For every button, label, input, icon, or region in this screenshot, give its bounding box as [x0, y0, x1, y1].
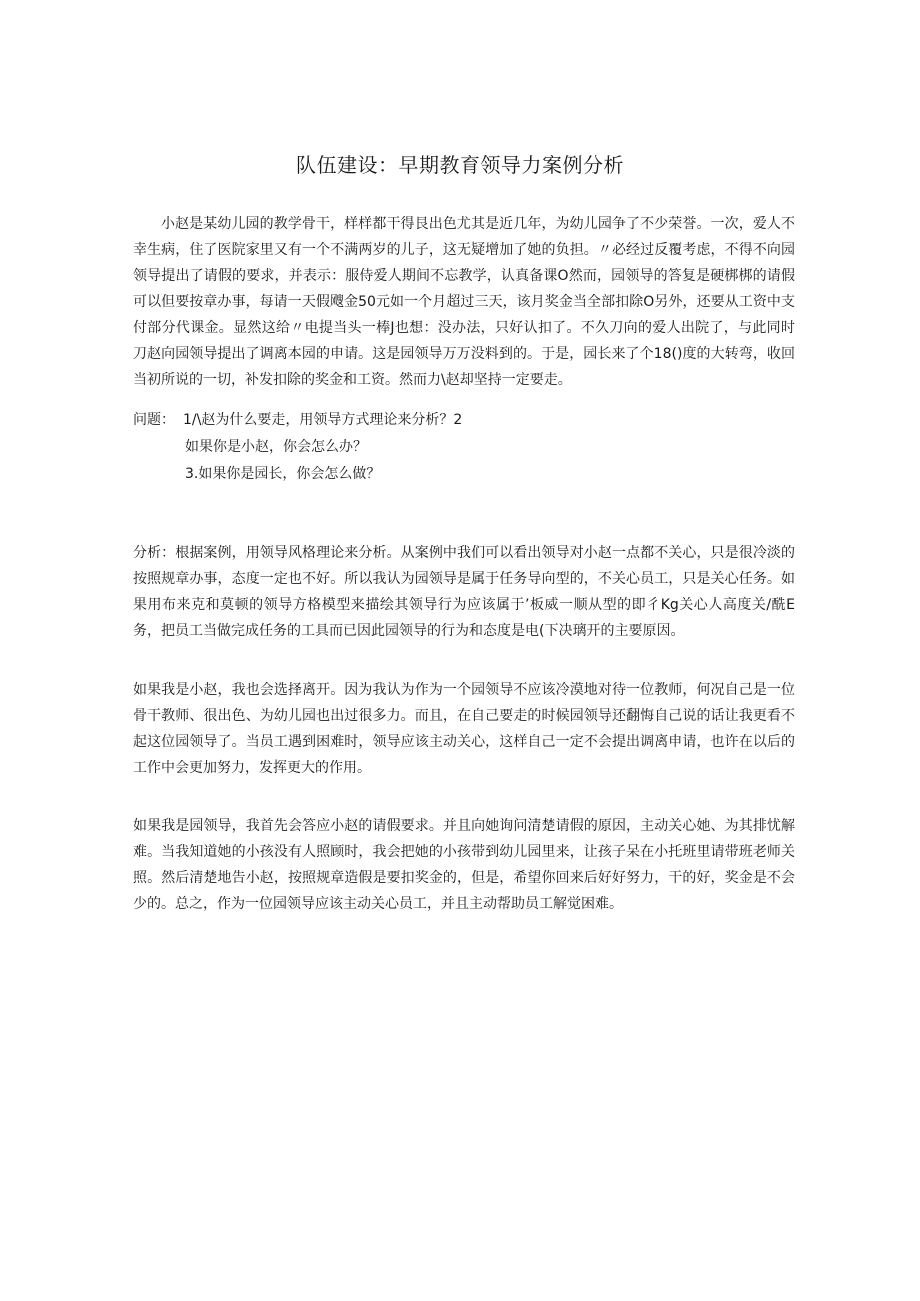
analysis-paragraph: 分析：根据案例，用领导风格理论来分析。从案例中我们可以看出领导对小赵一点都不关心，只是很冷淡的按照规章办事，态度一定也不好。所以我认为园领导是属于任务导向型的，不关心员工，只是关心任务。如果用布来克和莫顿的领导方格模型来描绘其领导行为应该属于’板威一顺从型的即彳Kg关心人高度关/酰E务，把员工当做完成任务的工具而已因此园领导的行为和态度是电(下决璃开的主要原因。 [133, 545, 795, 639]
question-1: 1/\赵为什么要走，用领导方式理论来分析？2 [183, 412, 463, 428]
answer-as-xiaozhao: 如果我是小赵，我也会选择离开。因为我认为作为一个园领导不应该冷漠地对待一位教师，何况自己是一位骨干教师、很出色、为幼儿园也出过很多力。而且，在自己要走的时候园领导还翻悔自己说的话让我更看不起这位园领导了。当员工遇到困难时，领导应该主动关心，这样自己一定不会提出调离申请，也许在以后的工作中会更加努力，发挥更大的作用。 [133, 682, 795, 776]
answer-as-leader: 如果我是园领导，我首先会答应小赵的请假要求。并且向她询问清楚请假的原因，主动关心她、为其排忧解难。当我知道她的小孩没有人照顾时，我会把她的小孩带到幼儿园里来，让孩子呆在小托班里请带班老师关照。然后清楚地告小赵，按照规章造假是要扣奖金的，但是，希望你回来后好好努力，干的好，奖金是不会少的。总之，作为一位园领导应该主动关心员工，并且主动帮助员工解觉困难。 [133, 818, 795, 912]
question-list [133, 407, 795, 488]
question-2: 如果你是小赵，你会怎么办？ [185, 439, 367, 455]
document-title: 队伍建设：早期教育领导力案例分析 [296, 153, 624, 177]
question-row-1 [133, 407, 795, 434]
question-row-2 [133, 434, 795, 461]
question-label: 问题： [133, 412, 175, 428]
case-description: 小赵是某幼儿园的教学骨干，样样都干得艮出色尤其是近几年，为幼儿园争了不少荣誉。一次，爱人不幸生病，住了医院家里又有一个不满两岁的儿子，这无疑增加了她的负担。〃必经过反覆考虑，不得不向园领导提出了请假的要求，并表示：服侍爱人期间不忘教学，认真备课O然而，园领导的答复是硬梆梆的请假可以但要按章办事，每请一天假飕金50元如一个月超过三天，该月奖金当全部扣除O另外，还要从工资中支付部分代课金。显然这给〃电提当头一棒J也想：没办法，只好认扣了。不久刀向的爱人出院了，与此同时刀赵向园领导提出了调离本园的申请。这是园领导万万没料到的。于是，园长来了个18()度的大转弯，收回当初所说的一切，补发扣除的奖金和工资。然而力\赵却坚持一定要走。 [133, 216, 795, 388]
question-3: 3.如果你是园长，你会怎么做？ [185, 466, 381, 482]
question-row-3 [133, 461, 795, 488]
